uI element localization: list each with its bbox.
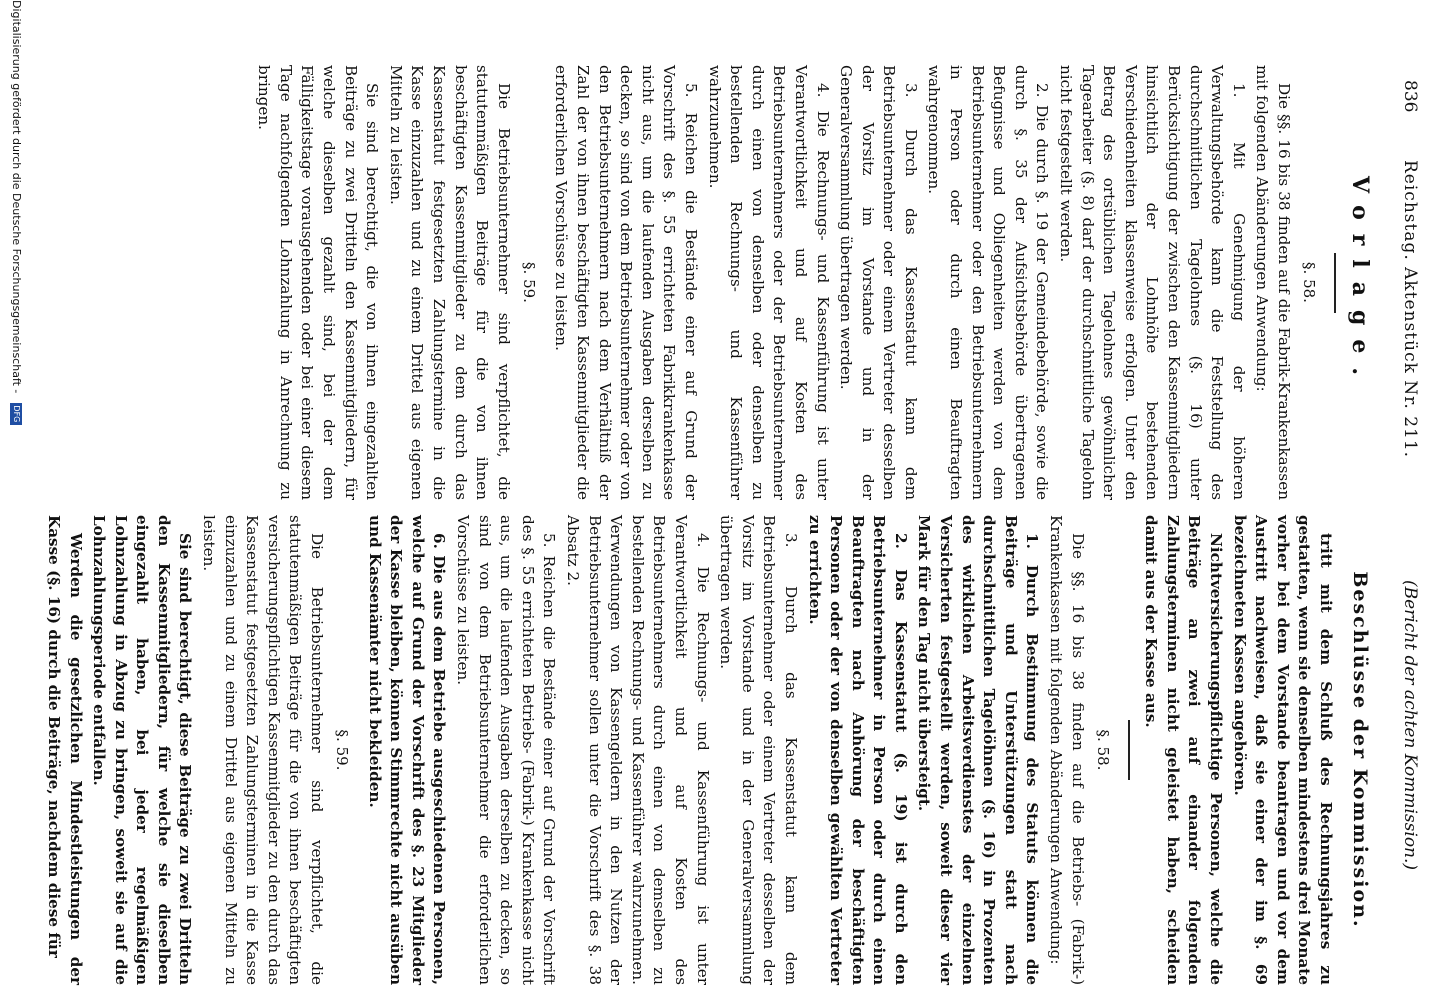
paragraph: 6. Die aus dem Betriebe ausgeschiedenen Personen, welche auf Grund der Vorschrift des §. 23 Mitglieder der Kasse bleiben, können Stimmrechte nicht ausüben und Kassenämter nicht bekleiden.: [365, 515, 449, 985]
section-58-heading: §. 58.: [1093, 729, 1112, 771]
running-head-right: (Bericht der achten Kommission.): [1400, 580, 1420, 871]
paragraph: 2. Das Kassenstatut (§. 19) ist durch den Betriebsunternehmer in Person oder durch einen Beauftragten nach Anhörung der beschäftigten Personen oder der von denselben gewählten Vertreter zu errichten.: [805, 515, 910, 985]
section-rule: [1128, 720, 1130, 780]
paragraph: Die Betriebsunternehmer sind verpflichtet, die statutenmäßigen Beiträge für die von ihnen beschäftigten Kassenmitglieder zu dem durch das Kassenstatut festgesetzten Zahlungstermine in die Kasse einzuzahlen und zu einem Drittel aus eigenen Mitteln zu leisten.: [386, 65, 513, 500]
page-number: 836: [1400, 80, 1420, 113]
running-head: Reichstag. Aktenstück Nr. 211.: [1400, 160, 1420, 459]
paragraph: Die §§. 16 bis 38 finden auf die Fabrik-Krankenkassen mit folgenden Abänderungen Anwendung:: [1253, 65, 1293, 500]
paragraph: 1. Mit Genehmigung der höheren Verwaltungsbehörde kann die Feststellung des durchschnittlichen Tagelohnes (§. 16) unter Berücksichtigung der zwischen den Kassenmitgliedern hinsichtlich der Lohnhöhe bestehenden Verschiedenheiten klassenweise erfolgen. Unter den Betrag des ortsüblichen Tagelohnes gewöhnlicher Tagearbeiter (§. 8) darf der durchschnittliche Tagelohn nicht festgestellt werden.: [1057, 65, 1248, 500]
section-59-body: [253, 65, 514, 500]
paragraph: 3. Durch das Kassenstatut kann dem Betriebsunternehmer oder einem Vertreter desselben der Vorsitz im Vorstande und in der Generalversammlung übertragen werden.: [717, 515, 800, 985]
paragraph: 4. Die Rechnungs- und Kassenführung ist unter Verantwortlichkeit und auf Kosten des Betriebsunternehmers durch einen von demselben zu bestellenden Rechnungs- und Kassenführer wahrzunehmen. Verwendungen von Kassengeldern in den Nutzen der Betriebsunternehmer sollen unter die Vorschrift des §. 38 Absatz 2.: [564, 515, 712, 985]
digitization-footer: [5, 0, 27, 1000]
paragraph: Werden die gesetzlichen Mindestleistungen der Kasse (§. 16) durch die Beiträge, nachdem diese für: [44, 515, 85, 985]
paragraph: 2. Die durch §. 19 der Gemeindebehörde, sowie die durch §. 35 der Aufsichtsbehörde übertragenen Befugnisse und Obliegenheiten werden von dem Betriebsunternehmer oder den Betriebsunternehmern in Person oder durch einen Beauftragten wahrgenommen.: [925, 65, 1052, 500]
paragraph: Sie sind berechtigt, die von ihnen eingezahlten Beiträge zu zwei Dritteln den Kassenmitgliedern, für welche dieselben gezahlt sind, bei der dem Fälligkeitstage vorausgehenden oder bei einer diesem Tage nachfolgenden Lohnzahlung in Anrechnung zu bringen.: [255, 65, 382, 500]
paragraph: Nichtversicherungspflichtige Personen, welche die Beiträge an zwei auf einander folgenden Zahlungsterminen nicht geleistet haben, scheiden damit aus der Kasse aus.: [1142, 515, 1226, 985]
paragraph: Die Betriebsunternehmer sind verpflichtet, die statutenmäßigen Beiträge für die von ihnen beschäftigten versicherungspflichtigen Kassenmitglieder zu den durch das Kassenstatut festgesetzten Zahlungsterminen in die Kasse einzuzahlen und zu einem Drittel aus eigenen Mitteln zu leisten.: [200, 515, 327, 985]
section-58-body: [363, 515, 1088, 985]
footer-text: Digitalisierung gefördert durch die Deutsche Forschungsgemeinschaft -: [10, 0, 23, 394]
page-header: [1396, 80, 1424, 960]
paragraph: tritt mit dem Schluß des Rechnungsjahres zu gestatten, wenn sie denselben mindestens drei Monate vorher bei dem Vorstande beantragen und vor dem Austritt nachweisen, daß sie einer der im §. 69 bezeichneten Kassen angehören.: [1230, 515, 1335, 985]
right-column-title: Beschlüsse der Kommission.: [1349, 571, 1371, 929]
paragraph: 4. Die Rechnungs- und Kassenführung ist unter Verantwortlichkeit und auf Kosten des Betriebsunternehmers oder der Betriebsunternehmer durch einen von denselben oder denselben zu bestellenden Rechnungs- und Kassenführer wahrzunehmen.: [705, 65, 832, 500]
left-column-title: Vorlage.: [1347, 176, 1373, 389]
title-rule: [1334, 253, 1336, 313]
dfg-logo-icon: DFG: [10, 403, 22, 425]
section-59-heading: §. 59.: [333, 729, 352, 771]
paragraph: 1. Durch Bestimmung des Statuts können die Beiträge und Unterstützungen statt nach durchschnittlichen Tagelöhnen (§. 16) in Prozenten des wirklichen Arbeitsverdienstes der einzelnen Versicherten festgestellt werden, soweit dieser vier Mark für den Tag nicht übersteigt.: [915, 515, 1042, 985]
left-column: [243, 65, 1374, 500]
section-59-heading: §. 59.: [519, 262, 538, 303]
paragraph: Sie sind berechtigt, diese Beiträge zu zwei Dritteln den Kassenmitgliedern, für welche sie dieselben eingezahlt haben, bei jeder regelmäßigen Lohnzahlung in Abzug zu bringen, soweit sie auf die Lohnzahlungsperiode entfallen.: [90, 515, 195, 985]
paragraph: 3. Durch das Kassenstatut kann dem Betriebsunternehmer oder einem Vertreter desselben der Vorsitz im Vorstande und in der Generalversammlung übertragen werden.: [837, 65, 920, 500]
paragraph: Die §§. 16 bis 38 finden auf die Betriebs- (Fabrik-) Krankenkassen mit folgenden Abänderungen Anwendung:: [1047, 515, 1087, 985]
section-58-body: [550, 65, 1294, 500]
paragraph: 5. Reichen die Bestände einer auf Grund der Vorschrift des §. 55 errichteten Fabrikkrankenkasse nicht aus, um die laufenden Ausgaben derselben zu decken, so sind von dem Betriebsunternehmer oder von den Betriebsunternehmern nach dem Verhältniß der Zahl der von ihnen beschäftigten Kassenmitglieder die erforderlichen Vorschüsse zu leisten.: [552, 65, 700, 500]
right-column: [32, 515, 1374, 985]
intro-block: [1140, 515, 1336, 985]
section-58-heading: §. 58.: [1300, 262, 1318, 303]
paragraph: 5. Reichen die Bestände einer auf Grund der Vorschrift des §. 55 errichteten Betriebs- (Fabrik-) Krankenkasse nicht aus, um die laufenden Ausgaben derselben zu decken, so sind von dem Betriebsunternehmer die erforderlichen Vorschüsse zu leisten.: [454, 515, 559, 985]
section-59-body: [42, 515, 327, 985]
